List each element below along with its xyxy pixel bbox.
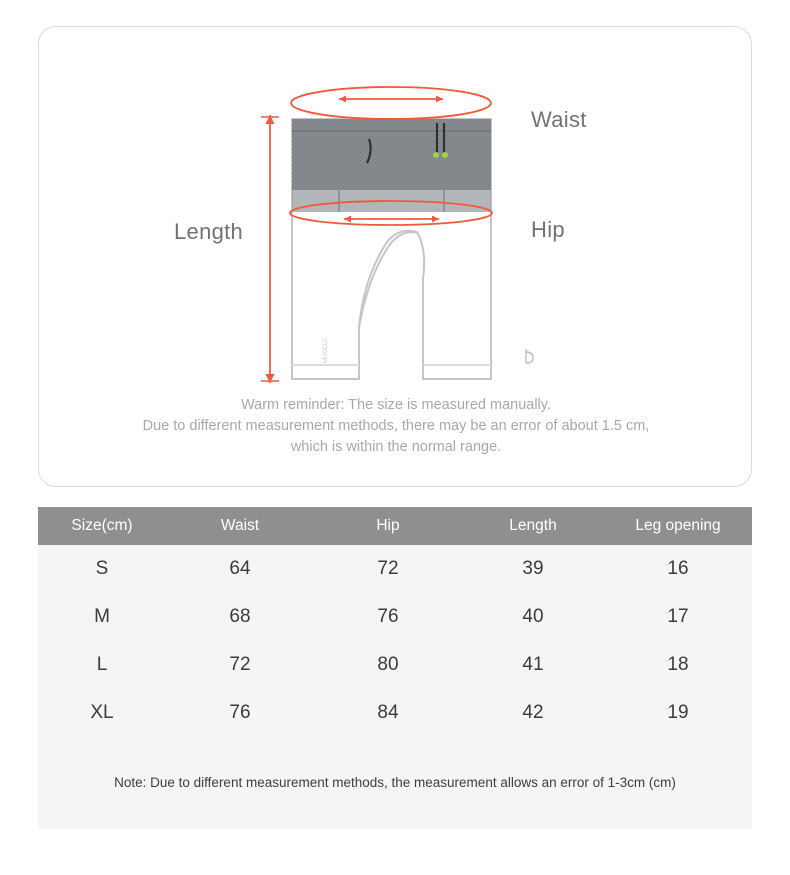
diagram-card xyxy=(38,26,752,487)
col-header-leg-opening: Leg opening xyxy=(604,507,752,545)
cell-size: M xyxy=(38,593,166,641)
size-table xyxy=(38,507,752,737)
cell-hip: 84 xyxy=(314,689,462,737)
label-hip: Hip xyxy=(531,217,565,242)
header-row xyxy=(38,507,752,545)
cell-size: S xyxy=(38,545,166,593)
cell-hip: 72 xyxy=(314,545,462,593)
table-row xyxy=(38,689,752,737)
cell-length: 41 xyxy=(462,641,604,689)
cell-leg-opening: 16 xyxy=(604,545,752,593)
upper-panel xyxy=(292,119,491,232)
cell-leg-opening: 17 xyxy=(604,593,752,641)
reminder-line-2: Due to different measurement methods, there may be an error of about 1.5 cm, xyxy=(142,418,650,434)
table-row xyxy=(38,593,752,641)
cell-length: 39 xyxy=(462,545,604,593)
cord-tip-right xyxy=(442,152,448,158)
brand-text-left: MUSCLE xyxy=(323,337,329,363)
garment-diagram xyxy=(39,27,753,397)
col-header-waist: Waist xyxy=(166,507,314,545)
label-waist: Waist xyxy=(531,107,587,132)
cell-waist: 64 xyxy=(166,545,314,593)
cell-hip: 76 xyxy=(314,593,462,641)
table-row xyxy=(38,641,752,689)
cell-size: XL xyxy=(38,689,166,737)
size-table-body xyxy=(38,545,752,737)
waist-measure xyxy=(291,87,491,119)
measurement-note: Note: Due to different measurement methods, the measurement allows an error of 1-3cm (cm) xyxy=(114,775,676,790)
cell-size: L xyxy=(38,641,166,689)
length-measure xyxy=(261,115,279,383)
reminder-line-3: which is within the normal range. xyxy=(290,439,502,455)
col-header-size: Size(cm) xyxy=(38,507,166,545)
cell-waist: 68 xyxy=(166,593,314,641)
brand-mark-right xyxy=(526,349,533,363)
col-header-length: Length xyxy=(462,507,604,545)
size-table-head xyxy=(38,507,752,545)
cell-hip: 80 xyxy=(314,641,462,689)
cell-leg-opening: 19 xyxy=(604,689,752,737)
cell-waist: 76 xyxy=(166,689,314,737)
cell-waist: 72 xyxy=(166,641,314,689)
cell-length: 42 xyxy=(462,689,604,737)
reminder-line-1: Warm reminder: The size is measured manually. xyxy=(241,397,551,413)
label-length: Length xyxy=(174,219,244,244)
warm-reminder xyxy=(39,395,753,458)
col-header-hip: Hip xyxy=(314,507,462,545)
cord-tip-left xyxy=(433,152,439,158)
table-row xyxy=(38,545,752,593)
cell-leg-opening: 18 xyxy=(604,641,752,689)
size-table-section xyxy=(38,507,752,829)
cell-length: 40 xyxy=(462,593,604,641)
pants-illustration xyxy=(39,27,753,397)
